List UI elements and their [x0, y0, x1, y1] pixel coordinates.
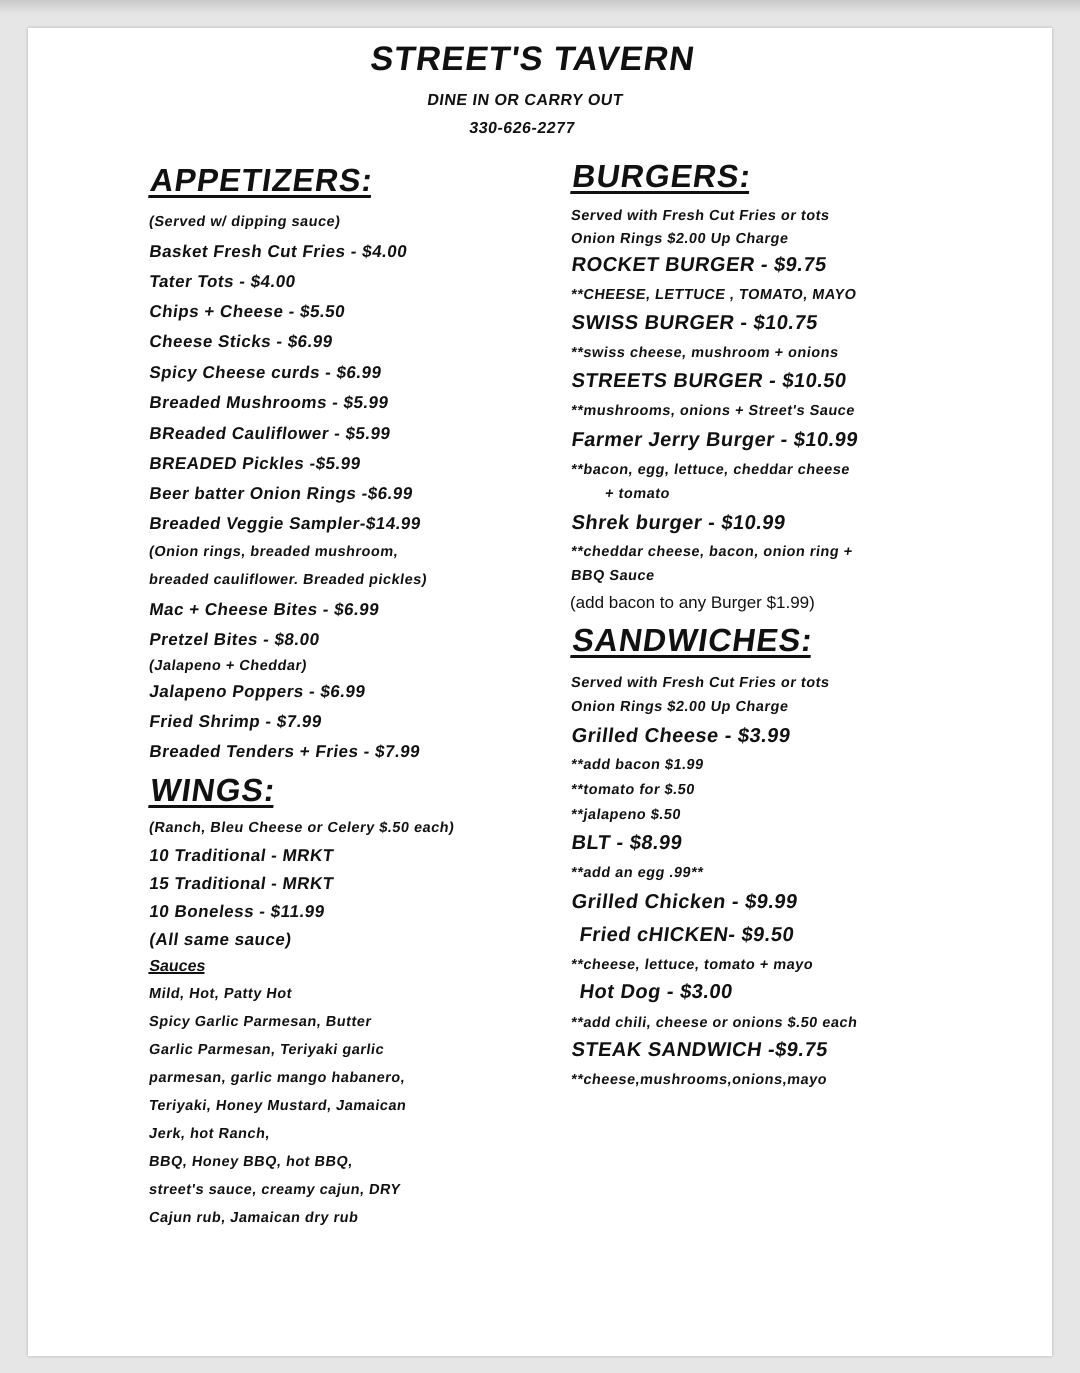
menu-item: Basket Fresh Cut Fries - $4.00: [148, 242, 409, 261]
sauce-line: Spicy Garlic Parmesan, Butter: [148, 1014, 373, 1030]
sandwiches-heading: SANDWICHES:: [570, 622, 816, 658]
menu-item: Fried Shrimp - $7.99: [148, 712, 324, 731]
menu-item: Breaded Veggie Sampler-$14.99: [148, 514, 423, 533]
menu-item: Breaded Tenders + Fries - $7.99: [148, 742, 422, 761]
menu-item: Pretzel Bites - $8.00: [148, 630, 322, 649]
menu-item: 10 Boneless - $11.99: [148, 902, 327, 921]
wings-note: (Ranch, Bleu Cheese or Celery $.50 each): [148, 820, 456, 836]
menu-item-note: (All same sauce): [148, 930, 293, 949]
menu-item-note: (Jalapeno + Cheddar): [148, 658, 309, 674]
menu-item-note: **mushrooms, onions + Street's Sauce: [570, 403, 856, 419]
menu-item-note: **bacon, egg, lettuce, cheddar cheese: [570, 462, 852, 478]
sandwiches-note: Onion Rings $2.00 Up Charge: [570, 699, 790, 715]
burgers-note: Onion Rings $2.00 Up Charge: [570, 231, 790, 247]
sauce-line: Cajun rub, Jamaican dry rub: [148, 1210, 360, 1226]
menu-item: Mac + Cheese Bites - $6.99: [148, 600, 381, 619]
menu-item-note: **CHEESE, LETTUCE , TOMATO, MAYO: [570, 287, 858, 303]
menu-item-note: **cheese, lettuce, tomato + mayo: [570, 957, 815, 973]
menu-item: Shrek burger - $10.99: [570, 512, 788, 534]
menu-item: Chips + Cheese - $5.50: [148, 302, 347, 321]
burgers-note: Served with Fresh Cut Fries or tots: [570, 208, 831, 224]
menu-item-note: **add chili, cheese or onions $.50 each: [570, 1015, 859, 1031]
menu-item: BREADED Pickles -$5.99: [148, 454, 363, 473]
menu-item-note: **add bacon $1.99: [570, 757, 705, 773]
menu-item-note: **add an egg .99**: [570, 865, 705, 881]
menu-item: Cheese Sticks - $6.99: [148, 332, 335, 351]
menu-item-note: **tomato for $.50: [570, 782, 696, 798]
menu-item: SWISS BURGER - $10.75: [570, 312, 820, 334]
menu-item: Farmer Jerry Burger - $10.99: [570, 429, 860, 451]
top-shadow: [0, 0, 1080, 14]
menu-item-note: **cheese,mushrooms,onions,mayo: [570, 1072, 829, 1088]
wings-heading: WINGS:: [148, 772, 279, 808]
menu-item: Beer batter Onion Rings -$6.99: [148, 484, 415, 503]
menu-item: ROCKET BURGER - $9.75: [570, 254, 829, 276]
menu-item-note: **jalapeno $.50: [570, 807, 683, 823]
menu-item-note: BBQ Sauce: [570, 568, 656, 584]
sauce-line: Garlic Parmesan, Teriyaki garlic: [148, 1042, 386, 1058]
phone-number: 330-626-2277: [468, 120, 577, 137]
menu-item: Hot Dog - $3.00: [578, 981, 735, 1003]
menu-item: Spicy Cheese curds - $6.99: [148, 363, 384, 382]
sauce-line: street's sauce, creamy cajun, DRY: [148, 1182, 402, 1198]
menu-item: STREETS BURGER - $10.50: [570, 370, 849, 392]
sauces-heading: Sauces: [148, 958, 207, 975]
menu-item: BReaded Cauliflower - $5.99: [148, 424, 392, 443]
sauce-line: parmesan, garlic mango habanero,: [148, 1070, 407, 1086]
menu-item-note: (Onion rings, breaded mushroom,: [148, 544, 400, 560]
appetizers-heading: APPETIZERS:: [148, 162, 376, 198]
menu-item: 10 Traditional - MRKT: [148, 846, 336, 865]
burger-addon-note: (add bacon to any Burger $1.99): [570, 593, 815, 612]
menu-item: Tater Tots - $4.00: [148, 272, 298, 291]
menu-item-note: + tomato: [604, 486, 672, 502]
menu-item-note: **cheddar cheese, bacon, onion ring +: [570, 544, 854, 560]
menu-item: BLT - $8.99: [570, 832, 684, 854]
sauce-line: BBQ, Honey BBQ, hot BBQ,: [148, 1154, 354, 1170]
sauce-line: Jerk, hot Ranch,: [148, 1126, 272, 1142]
sauce-line: Teriyaki, Honey Mustard, Jamaican: [148, 1098, 408, 1114]
menu-item: Grilled Cheese - $3.99: [570, 725, 793, 747]
burgers-heading: BURGERS:: [570, 158, 754, 194]
menu-item-note: **swiss cheese, mushroom + onions: [570, 345, 840, 361]
sauce-line: Mild, Hot, Patty Hot: [148, 986, 294, 1002]
service-type: DINE IN OR CARRY OUT: [426, 92, 625, 109]
menu-item: Breaded Mushrooms - $5.99: [148, 393, 391, 412]
menu-item: STEAK SANDWICH -$9.75: [570, 1039, 830, 1061]
sandwiches-note: Served with Fresh Cut Fries or tots: [570, 675, 831, 691]
menu-item: 15 Traditional - MRKT: [148, 874, 336, 893]
appetizers-note: (Served w/ dipping sauce): [148, 214, 342, 230]
restaurant-title: STREET'S TAVERN: [368, 40, 698, 78]
menu-item-note: breaded cauliflower. Breaded pickles): [148, 572, 429, 588]
menu-item: Fried cHICKEN- $9.50: [578, 924, 796, 946]
menu-item: Jalapeno Poppers - $6.99: [148, 682, 367, 701]
menu-page: [28, 28, 1052, 1356]
menu-item: Grilled Chicken - $9.99: [570, 891, 800, 913]
